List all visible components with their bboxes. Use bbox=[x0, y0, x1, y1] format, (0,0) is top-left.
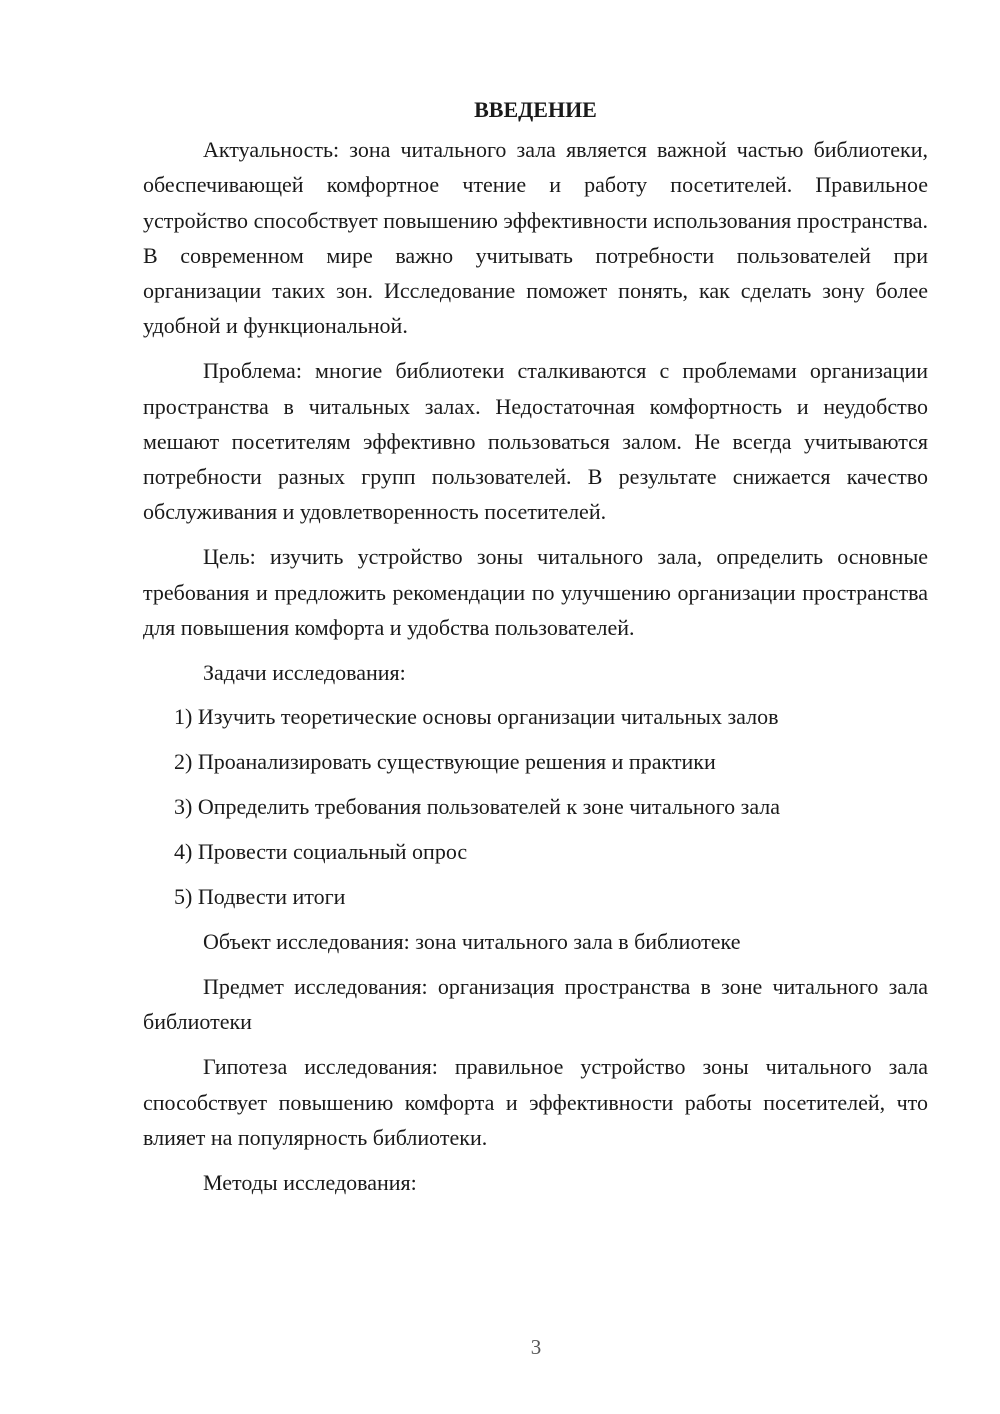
methods-heading: Методы исследования: bbox=[203, 1169, 417, 1195]
page-number: 3 bbox=[530, 1335, 542, 1359]
list-item: 5) Подвести итоги bbox=[174, 884, 346, 910]
tasks-heading: Задачи исследования: bbox=[203, 659, 406, 685]
paragraph-problem: Проблема: многие библиотеки сталкиваются с проблемами организации пространства в читальных залах. Недостаточная комфортность и неудобство мешают посетителям эффективно пользоваться залом. Не всегда учитываются потребности разных групп пользователей. В результате снижается качество обслуживания и удовлетворенность посетителей. bbox=[143, 358, 928, 525]
list-item: 4) Провести социальный опрос bbox=[174, 839, 468, 865]
list-item: 1) Изучить теоретические основы организации читальных залов bbox=[174, 704, 779, 730]
paragraph-object: Объект исследования: зона читального зала в библиотеке bbox=[203, 929, 741, 955]
paragraph-relevance: Актуальность: зона читального зала является важной частью библиотеки, обеспечивающей комфортное чтение и работу посетителей. Правильное устройство способствует повышению эффективности использования пространства. В современном мире важно учитывать потребности пользователей при организации таких зон. Исследование поможет понять, как сделать зону более удобной и функциональной. bbox=[143, 137, 928, 339]
paragraph-goal: Цель: изучить устройство зоны читального зала, определить основные требования и предложить рекомендации по улучшению организации пространства для повышения комфорта и удобства пользователей. bbox=[143, 544, 928, 640]
document-page bbox=[143, 95, 928, 1209]
tasks-list bbox=[143, 699, 928, 914]
paragraph-hypothesis: Гипотеза исследования: правильное устройство зоны читального зала способствует повышению комфорта и эффективности работы посетителей, что влияет на популярность библиотеки. bbox=[143, 1054, 928, 1150]
list-item: 2) Проанализировать существующие решения и практики bbox=[174, 749, 716, 775]
list-item: 3) Определить требования пользователей к зоне читального зала bbox=[174, 794, 781, 820]
paragraph-subject: Предмет исследования: организация пространства в зоне читального зала библиотеки bbox=[143, 974, 928, 1035]
page-title: ВВЕДЕНИЕ bbox=[474, 97, 597, 122]
